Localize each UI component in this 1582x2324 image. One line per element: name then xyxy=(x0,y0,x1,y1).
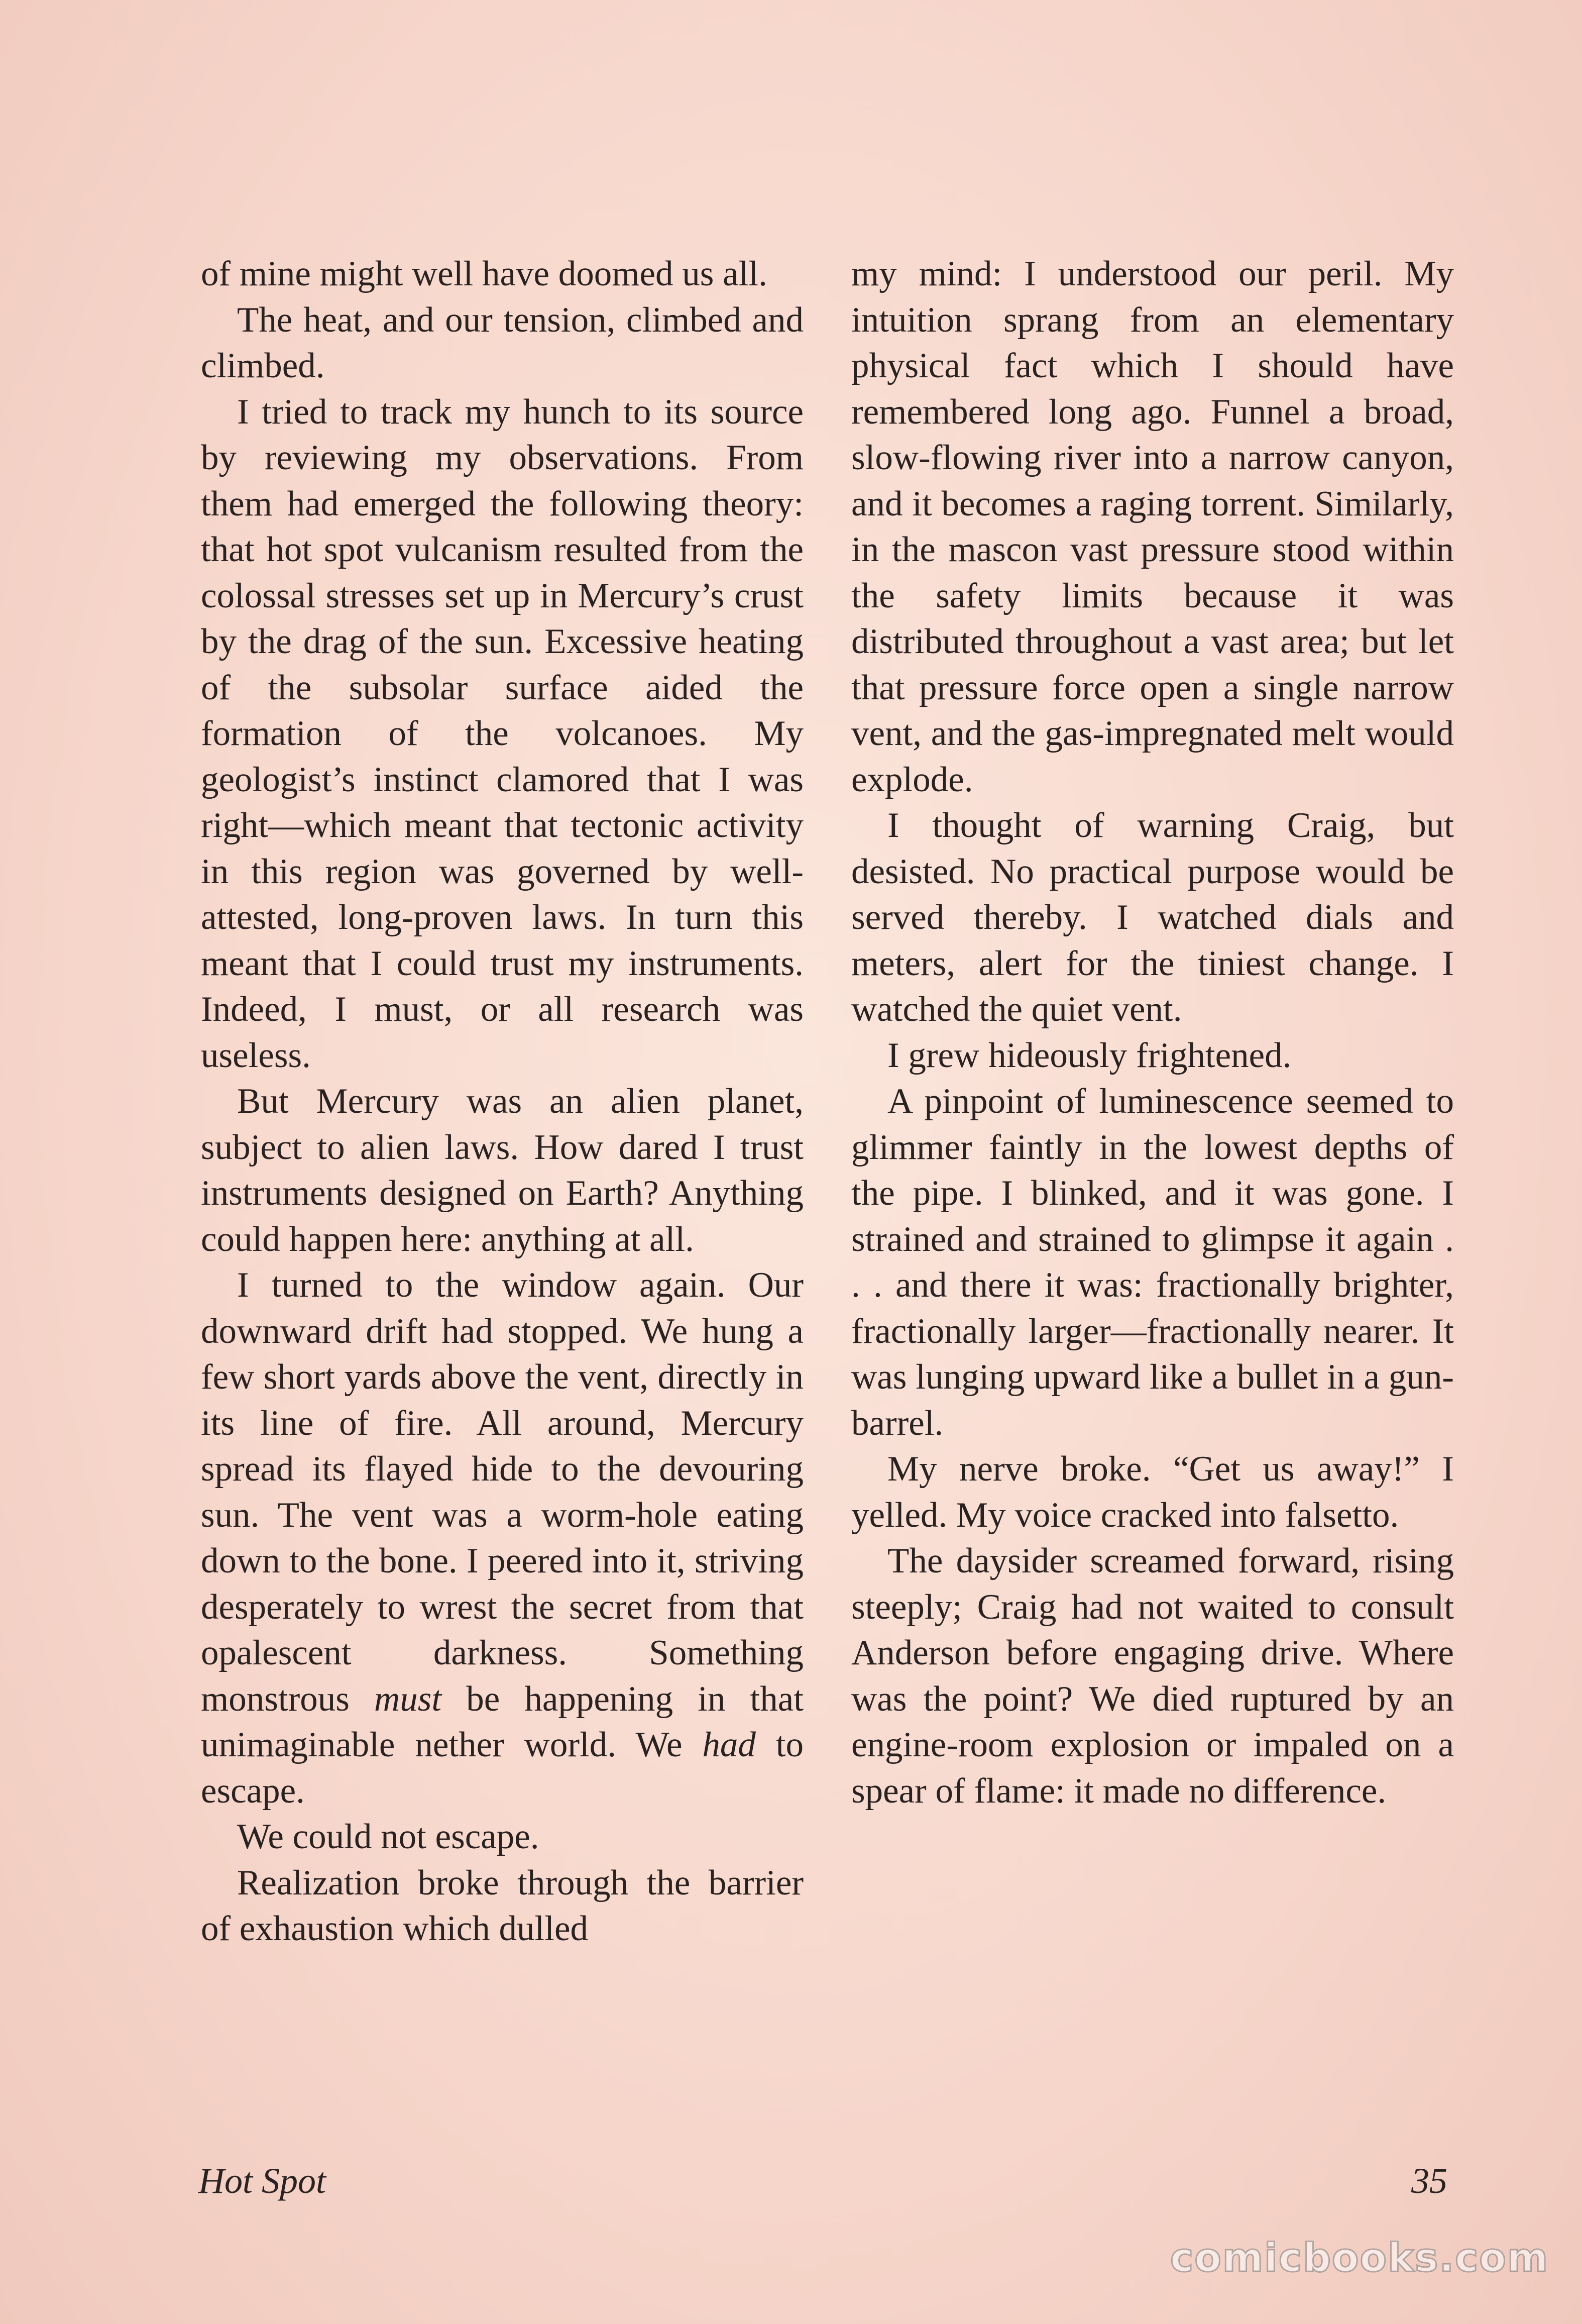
paragraph xyxy=(201,1262,804,1814)
running-title: Hot Spot xyxy=(198,2161,326,2201)
paragraph: A pinpoint of luminescence seemed to glimmer faintly in the lowest depths of the pipe. I blinked, and it was gone. I strained and strained to glimpse it again . . . and there it was: fractionally brighter, fractionally larger—fractionally nearer. It was lunging upward like a bullet in a gun-barrel. xyxy=(851,1082,1454,1443)
paragraph: I grew hideously frightened. xyxy=(887,1035,1292,1075)
paragraph-text: to escape. xyxy=(201,1725,804,1811)
paragraph: The heat, and our tension, climbed and climbed. xyxy=(201,300,804,385)
paragraph-text: I turned to the window again. Our downward drift had stopped. We hung a few short yards above the vent, directly in its line of fire. All around, Mercury spread its flayed hide to the devouring sun. The vent was a worm-hole eating down to the bone. I peered into it, striving desperately to wrest the secret from that opalescent darkness. xyxy=(201,1265,804,1672)
paragraph-text: be hap xyxy=(441,1679,576,1719)
paragraph-text: pening in that unimaginable nether world. We xyxy=(201,1679,804,1764)
page-number: 35 xyxy=(1411,2161,1447,2201)
paragraph-text: Something monstrous xyxy=(201,1633,804,1719)
paragraph: We could not escape. xyxy=(237,1817,539,1856)
paragraph: Realization broke through the barrier of exhaustion which dulled xyxy=(201,1863,804,1948)
paragraph: I thought of warning Craig, but desisted. No practical purpose would be served thereby. I watched dials and meters, alert for the tiniest change. I watched the quiet vent. xyxy=(851,806,1454,1029)
emphasis-text: must xyxy=(374,1679,442,1719)
paragraph: But Mercury was an alien planet, subject to alien laws. How dared I trust instruments designed on Earth? Anything could happen here: anything at all. xyxy=(201,1082,804,1259)
paragraph: of mine might well have doomed us all. xyxy=(201,254,767,293)
emphasis-text: had xyxy=(702,1725,756,1764)
text-column-left xyxy=(201,251,804,1952)
paragraph: The daysider screamed forward, rising steeply; Craig had not waited to consult Anderson before engaging drive. Where was the point? We died ruptured by an engine-room explosion or impaled on a spear of flame: it made no difference. xyxy=(851,1541,1454,1811)
paragraph: My nerve broke. “Get us away!” I yelled. My voice cracked into falsetto. xyxy=(851,1449,1454,1535)
text-column-right xyxy=(851,251,1454,1814)
watermark-logo: comicbooks.com xyxy=(1170,2236,1549,2281)
paragraph: I tried to track my hunch to its source by reviewing my observations. From them had emerged the following theory: that hot spot vulcanism resulted from the colossal stresses set up in Mercury’s crust by the drag of the sun. Excessive heating of the subsolar surface aided the formation of the volcanoes. My geologist’s instinct clamored that I was right—which meant that tectonic activity in this region was governed by well-attested, long-proven laws. In turn this meant that I could trust my instruments. Indeed, I must, or all research was useless. xyxy=(201,392,804,1075)
paragraph: my mind: I understood our peril. My intuition sprang from an elementary physical fact which I should have remembered long ago. Funnel a broad, slow-flowing river into a narrow canyon, and it becomes a raging torrent. Similarly, in the mascon vast pressure stood within the safety limits because it was distributed throughout a vast area; but let that pressure force open a single narrow vent, and the gas-impregnated melt would explode. xyxy=(851,254,1454,799)
